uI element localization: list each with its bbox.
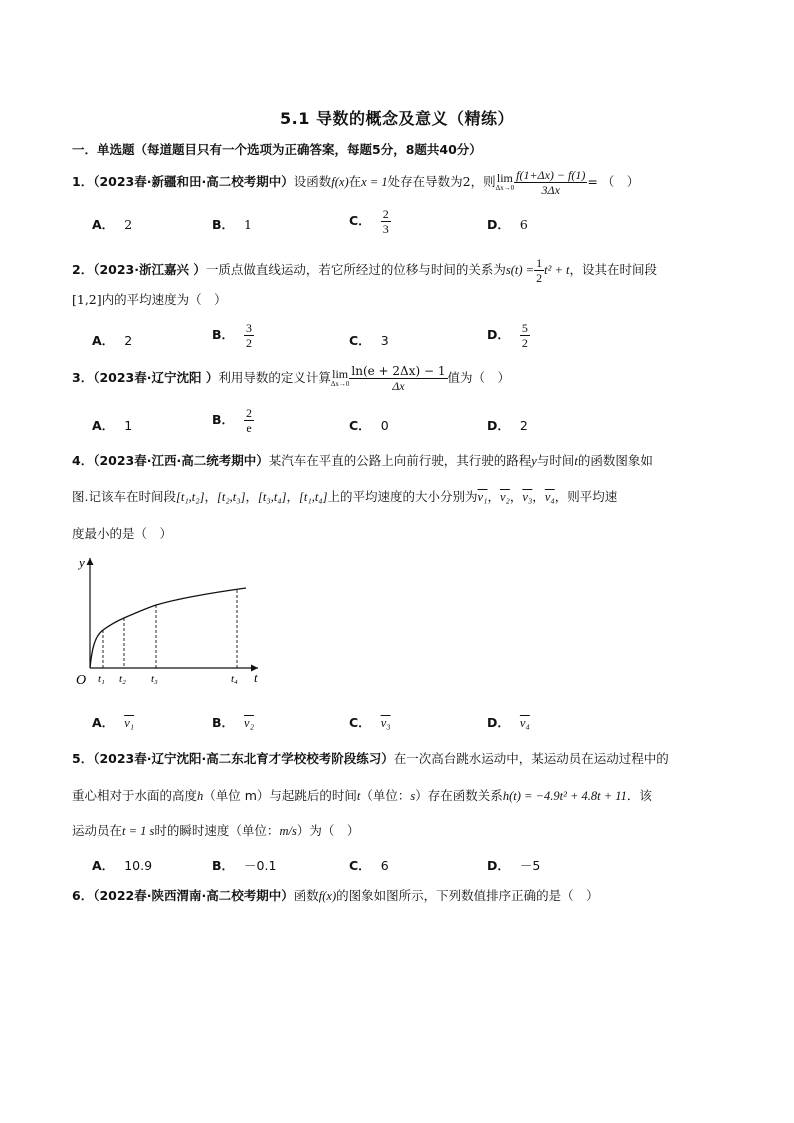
math-symbol: t <box>574 454 578 468</box>
separator: ， <box>532 489 545 504</box>
math-expression: t² + t <box>544 263 570 277</box>
velocity: v₁ <box>477 490 488 504</box>
question-text: （单位 m）与起跳后的时间 <box>203 788 357 803</box>
option-b[interactable]: B． －0.1 <box>212 858 277 873</box>
question-text: = （ ） <box>587 174 640 189</box>
separator: ， <box>204 489 217 504</box>
question-4 <box>72 452 653 470</box>
distance-time-graph <box>70 548 270 688</box>
option-fraction: $\frac{5}{2}$ <box>521 321 528 350</box>
question-text: ，设其在时间段 <box>569 262 658 277</box>
option-d[interactable]: D． －5 <box>487 858 541 873</box>
question-text: 上的平均速度的大小分别为 <box>327 489 478 504</box>
option-b[interactable]: B． 1 <box>212 217 252 232</box>
separator: ， <box>245 489 259 504</box>
question-text: 设函数 <box>293 174 332 189</box>
question-text: 函数 <box>293 888 319 903</box>
math-expression: m/s <box>279 824 297 838</box>
velocity: v₃ <box>522 490 533 504</box>
tick-label-t3: t₃ <box>151 673 158 685</box>
option-a[interactable]: A． 2 <box>92 217 133 232</box>
question-text: 与时间 <box>536 453 575 468</box>
question-text: 在 <box>348 174 362 189</box>
interval: [t₁,t₄] <box>299 490 328 504</box>
math-expression: [1,2] <box>72 292 102 307</box>
math-symbol: t <box>356 789 361 803</box>
option-b[interactable]: B． $\frac{3}{2}$ <box>212 321 253 350</box>
question-text: 时的瞬时速度（单位： <box>154 823 280 838</box>
question-source: （2023春·新疆和田·高二校考期中） <box>93 174 294 189</box>
question-number: 1． <box>72 174 94 189</box>
question-number: 6． <box>72 888 94 903</box>
question-5-line3 <box>72 822 359 840</box>
question-number: 4． <box>72 453 94 468</box>
option-d[interactable]: D． v₄ <box>487 715 530 730</box>
distance-curve <box>90 588 246 668</box>
question-number: 5． <box>72 751 94 766</box>
question-text: 值为（ ） <box>447 370 511 385</box>
math-expression: f(x) <box>331 175 349 189</box>
interval: [t₃,t₄] <box>258 490 287 504</box>
x-axis-label: t <box>254 670 258 685</box>
option-a[interactable]: A． 10.9 <box>92 858 153 873</box>
question-text: 运动员在 <box>72 823 123 838</box>
page-title: 5.1 导数的概念及意义（精练） <box>280 109 514 128</box>
option-a[interactable]: A． 2 <box>92 333 133 348</box>
option-c[interactable]: C． v₃ <box>349 715 391 730</box>
question-text: ，则 <box>470 174 496 189</box>
question-text: ．该 <box>626 788 652 803</box>
question-text: ）存在函数关系 <box>415 788 503 803</box>
question-source: （2023·浙江嘉兴 ） <box>93 262 206 277</box>
origin-label: O <box>76 673 87 688</box>
math-expression: t = 1 s <box>122 824 155 838</box>
option-fraction: $\frac{2}{3}$ <box>382 207 389 236</box>
option-fraction: $\frac{3}{2}$ <box>246 321 253 350</box>
question-5-line2 <box>72 787 652 805</box>
question-text: （单位： <box>360 788 411 803</box>
question-source: （2023春·辽宁沈阳·高二东北育才学校校考阶段练习） <box>93 751 394 766</box>
tick-label-t4: t₄ <box>231 673 238 685</box>
question-text: 内的平均速度为（ ） <box>101 292 227 307</box>
question-text: 一质点做直线运动，若它所经过的位移与时间的关系为 <box>205 262 506 277</box>
option-a[interactable]: A． v₁ <box>92 715 135 730</box>
limit-symbol: lim Δx→0 <box>495 171 515 192</box>
math-symbol: s <box>410 789 416 803</box>
question-text: 在一次高台跳水运动中，某运动员在运动过程中的 <box>393 751 669 766</box>
question-1 <box>72 168 639 197</box>
question-number: 3． <box>72 370 94 385</box>
question-3 <box>72 364 510 393</box>
limit-symbol: lim Δx→0 <box>330 367 350 388</box>
option-fraction: $\frac{2}{e}$ <box>246 406 253 435</box>
option-a[interactable]: A． 1 <box>92 418 133 433</box>
option-d[interactable]: D． 2 <box>487 418 528 433</box>
velocity: v₂ <box>499 490 510 504</box>
limit-fraction: $\frac{f(1+\Delta x) - f(1)}{3\Delta x}$ <box>516 168 586 197</box>
question-source: （2023春·江西·高二统考期中） <box>93 453 269 468</box>
question-text: 的图象如图所示，下列数值排序正确的是（ ） <box>336 888 599 903</box>
separator: ， <box>509 489 523 504</box>
interval: [t₂,t₃] <box>217 490 246 504</box>
tick-label-t2: t₂ <box>119 673 126 685</box>
option-b[interactable]: B． $\frac{2}{e}$ <box>212 406 253 435</box>
math-fraction: $\frac{1}{2}$ <box>536 256 543 285</box>
question-2-line2 <box>72 291 227 309</box>
option-c[interactable]: C． 3 <box>349 333 389 348</box>
option-c[interactable]: C． $\frac{2}{3}$ <box>349 207 389 236</box>
section-heading: 一．单选题（每道题目只有一个选项为正确答案，每题5分，8题共40分） <box>72 142 482 157</box>
question-text: ）为（ ） <box>296 823 360 838</box>
option-c[interactable]: C． 6 <box>349 858 389 873</box>
question-source: （2022春·陕西渭南·高二校考期中） <box>93 888 294 903</box>
math-expression: s(t) = <box>505 263 535 277</box>
question-text: 处存在导数为 <box>387 174 463 189</box>
question-text: 重心相对于水面的高度 <box>72 788 198 803</box>
math-expression: 2 <box>462 174 471 189</box>
question-source: （2023春·辽宁沈阳 ） <box>93 370 219 385</box>
question-number: 2． <box>72 262 94 277</box>
math-expression: f(x) <box>318 889 337 903</box>
y-axis-label: y <box>79 555 85 570</box>
question-text: 某汽车在平直的公路上向前行驶，其行驶的路程 <box>268 453 532 468</box>
tick-label-t1: t₁ <box>98 673 105 685</box>
separator: ， <box>487 489 500 504</box>
option-d[interactable]: D． 6 <box>487 217 528 232</box>
separator: ， <box>286 489 300 504</box>
question-4-line2 <box>72 488 617 506</box>
limit-fraction: $\frac{\ln(e + 2\Delta x) - 1}{\Delta x}$ <box>351 364 446 393</box>
question-6 <box>72 887 599 905</box>
math-expression: h(t) = −4.9t² + 4.8t + 11 <box>502 789 627 803</box>
math-expression: x = 1 <box>361 175 388 189</box>
option-d[interactable]: D． $\frac{5}{2}$ <box>487 321 528 350</box>
interval: [t₁,t₂] <box>175 490 205 504</box>
question-text: 度最小的是（ ） <box>72 526 173 541</box>
question-text: 的函数图象如 <box>577 453 653 468</box>
question-text: 利用导数的定义计算 <box>218 370 331 385</box>
question-2 <box>72 256 657 285</box>
math-symbol: y <box>531 454 537 468</box>
option-c[interactable]: C． 0 <box>349 418 389 433</box>
question-text: 图.记该车在时间段 <box>72 489 176 504</box>
math-symbol: h <box>197 789 204 803</box>
question-text: ，则平均速 <box>554 489 618 504</box>
question-5 <box>72 750 669 768</box>
option-b[interactable]: B． v₂ <box>212 715 254 730</box>
velocity: v₄ <box>544 490 555 504</box>
question-4-line3 <box>72 525 172 543</box>
